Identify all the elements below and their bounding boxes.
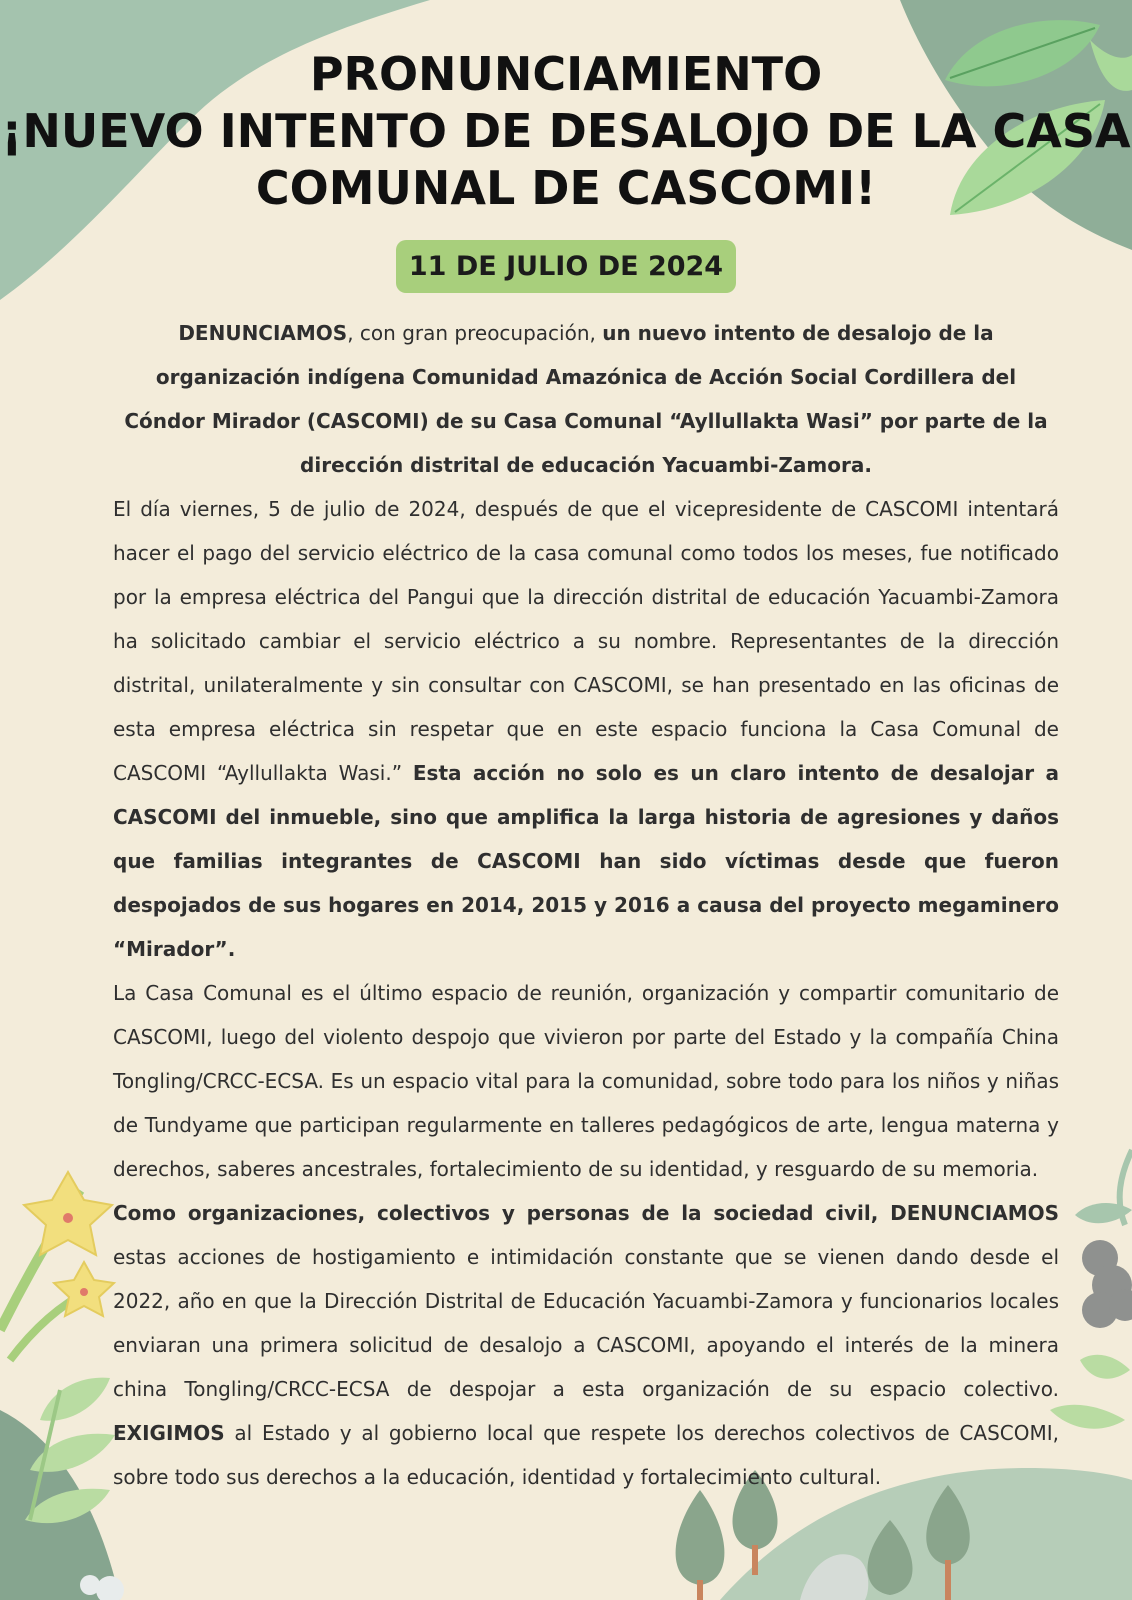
title-line: PRONUNCIAMIENTO	[309, 47, 823, 101]
date-badge: 11 DE JULIO DE 2024	[396, 240, 736, 293]
paragraph-denuncia	[113, 311, 1059, 487]
paragraph-bold-text: un nuevo intento de desalojo de la organización indígena Comunidad Amazónica de Acción Social Cordillera del Cóndor Mirador (CASCOMI) de su Casa Comunal “Ayllullakta Wasi” por parte de la dirección distrital de educación Yacuambi-Zamora.	[124, 321, 1048, 477]
paragraph-bold-text: Esta acción no solo es un claro intento de desalojar a CASCOMI del inmueble, sino que amplifica la larga historia de agresiones y daños que familias integrantes de CASCOMI han sido víctimas desde que fueron despojados de sus hogares en 2014, 2015 y 2016 a causa del proyecto megaminero “Mirador”.	[113, 761, 1059, 961]
paragraph-exigencias	[113, 1191, 1059, 1499]
exigimos-lead: EXIGIMOS	[113, 1421, 225, 1445]
berry-icon	[1082, 1240, 1132, 1328]
paragraph-bold-text: Como organizaciones, colectivos y personas de la sociedad civil, DENUNCIAMOS	[113, 1201, 1059, 1225]
paragraph-text: El día viernes, 5 de julio de 2024, después de que el vicepresidente de CASCOMI intentará hacer el pago del servicio eléctrico de la casa comunal como todos los meses, fue notificado por la empresa eléctrica del Pangui que la dirección distrital de educación Yacuambi-Zamora ha solicitado cambiar el servicio eléctrico a su nombre. Representantes de la dirección distrital, unilateralmente y sin consultar con CASCOMI, se han presentado en las oficinas de esta empresa eléctrica sin respetar que en este espacio funciona la Casa Comunal de CASCOMI “Ayllullakta Wasi.”	[113, 497, 1059, 785]
title-line: ¡NUEVO INTENTO DE DESALOJO DE LA CASA	[1, 104, 1131, 158]
denunciamos-lead: DENUNCIAMOS	[178, 321, 348, 345]
paragraph-text: , con gran preocupación,	[347, 321, 603, 345]
flower-icon	[24, 1172, 112, 1255]
page-title	[0, 46, 1132, 217]
paragraph-casa-comunal: La Casa Comunal es el último espacio de reunión, organización y compartir comunitario de CASCOMI, luego del violento despojo que vivieron por parte del Estado y la compañía China Tongling/CRCC-ECSA. Es un espacio vital para la comunidad, sobre todo para los niños y niñas de Tundyame que participan regularmente en talleres pedagógicos de arte, lengua materna y derechos, saberes ancestrales, fortalecimiento de su identidad, y resguardo de su memoria.	[113, 981, 1059, 1181]
paragraph-hechos	[113, 487, 1059, 971]
paragraph-text: al Estado y al gobierno local que respete los derechos colectivos de CASCOMI, sobre todo sus derechos a la educación, identidad y fortalecimiento cultural.	[113, 1421, 1059, 1489]
paragraph-text: estas acciones de hostigamiento e intimidación constante que se vienen dando desde el 2022, año en que la Dirección Distrital de Educación Yacuambi-Zamora y funcionarios locales enviaran una primera solicitud de desalojo a CASCOMI, apoyando el interés de la minera china Tongling/CRCC-ECSA de despojar a esta organización de su espacio colectivo.	[113, 1245, 1059, 1401]
tree-icon	[676, 1490, 725, 1600]
statement-body	[113, 311, 1059, 1499]
title-line: COMUNAL DE CASCOMI!	[255, 161, 877, 215]
